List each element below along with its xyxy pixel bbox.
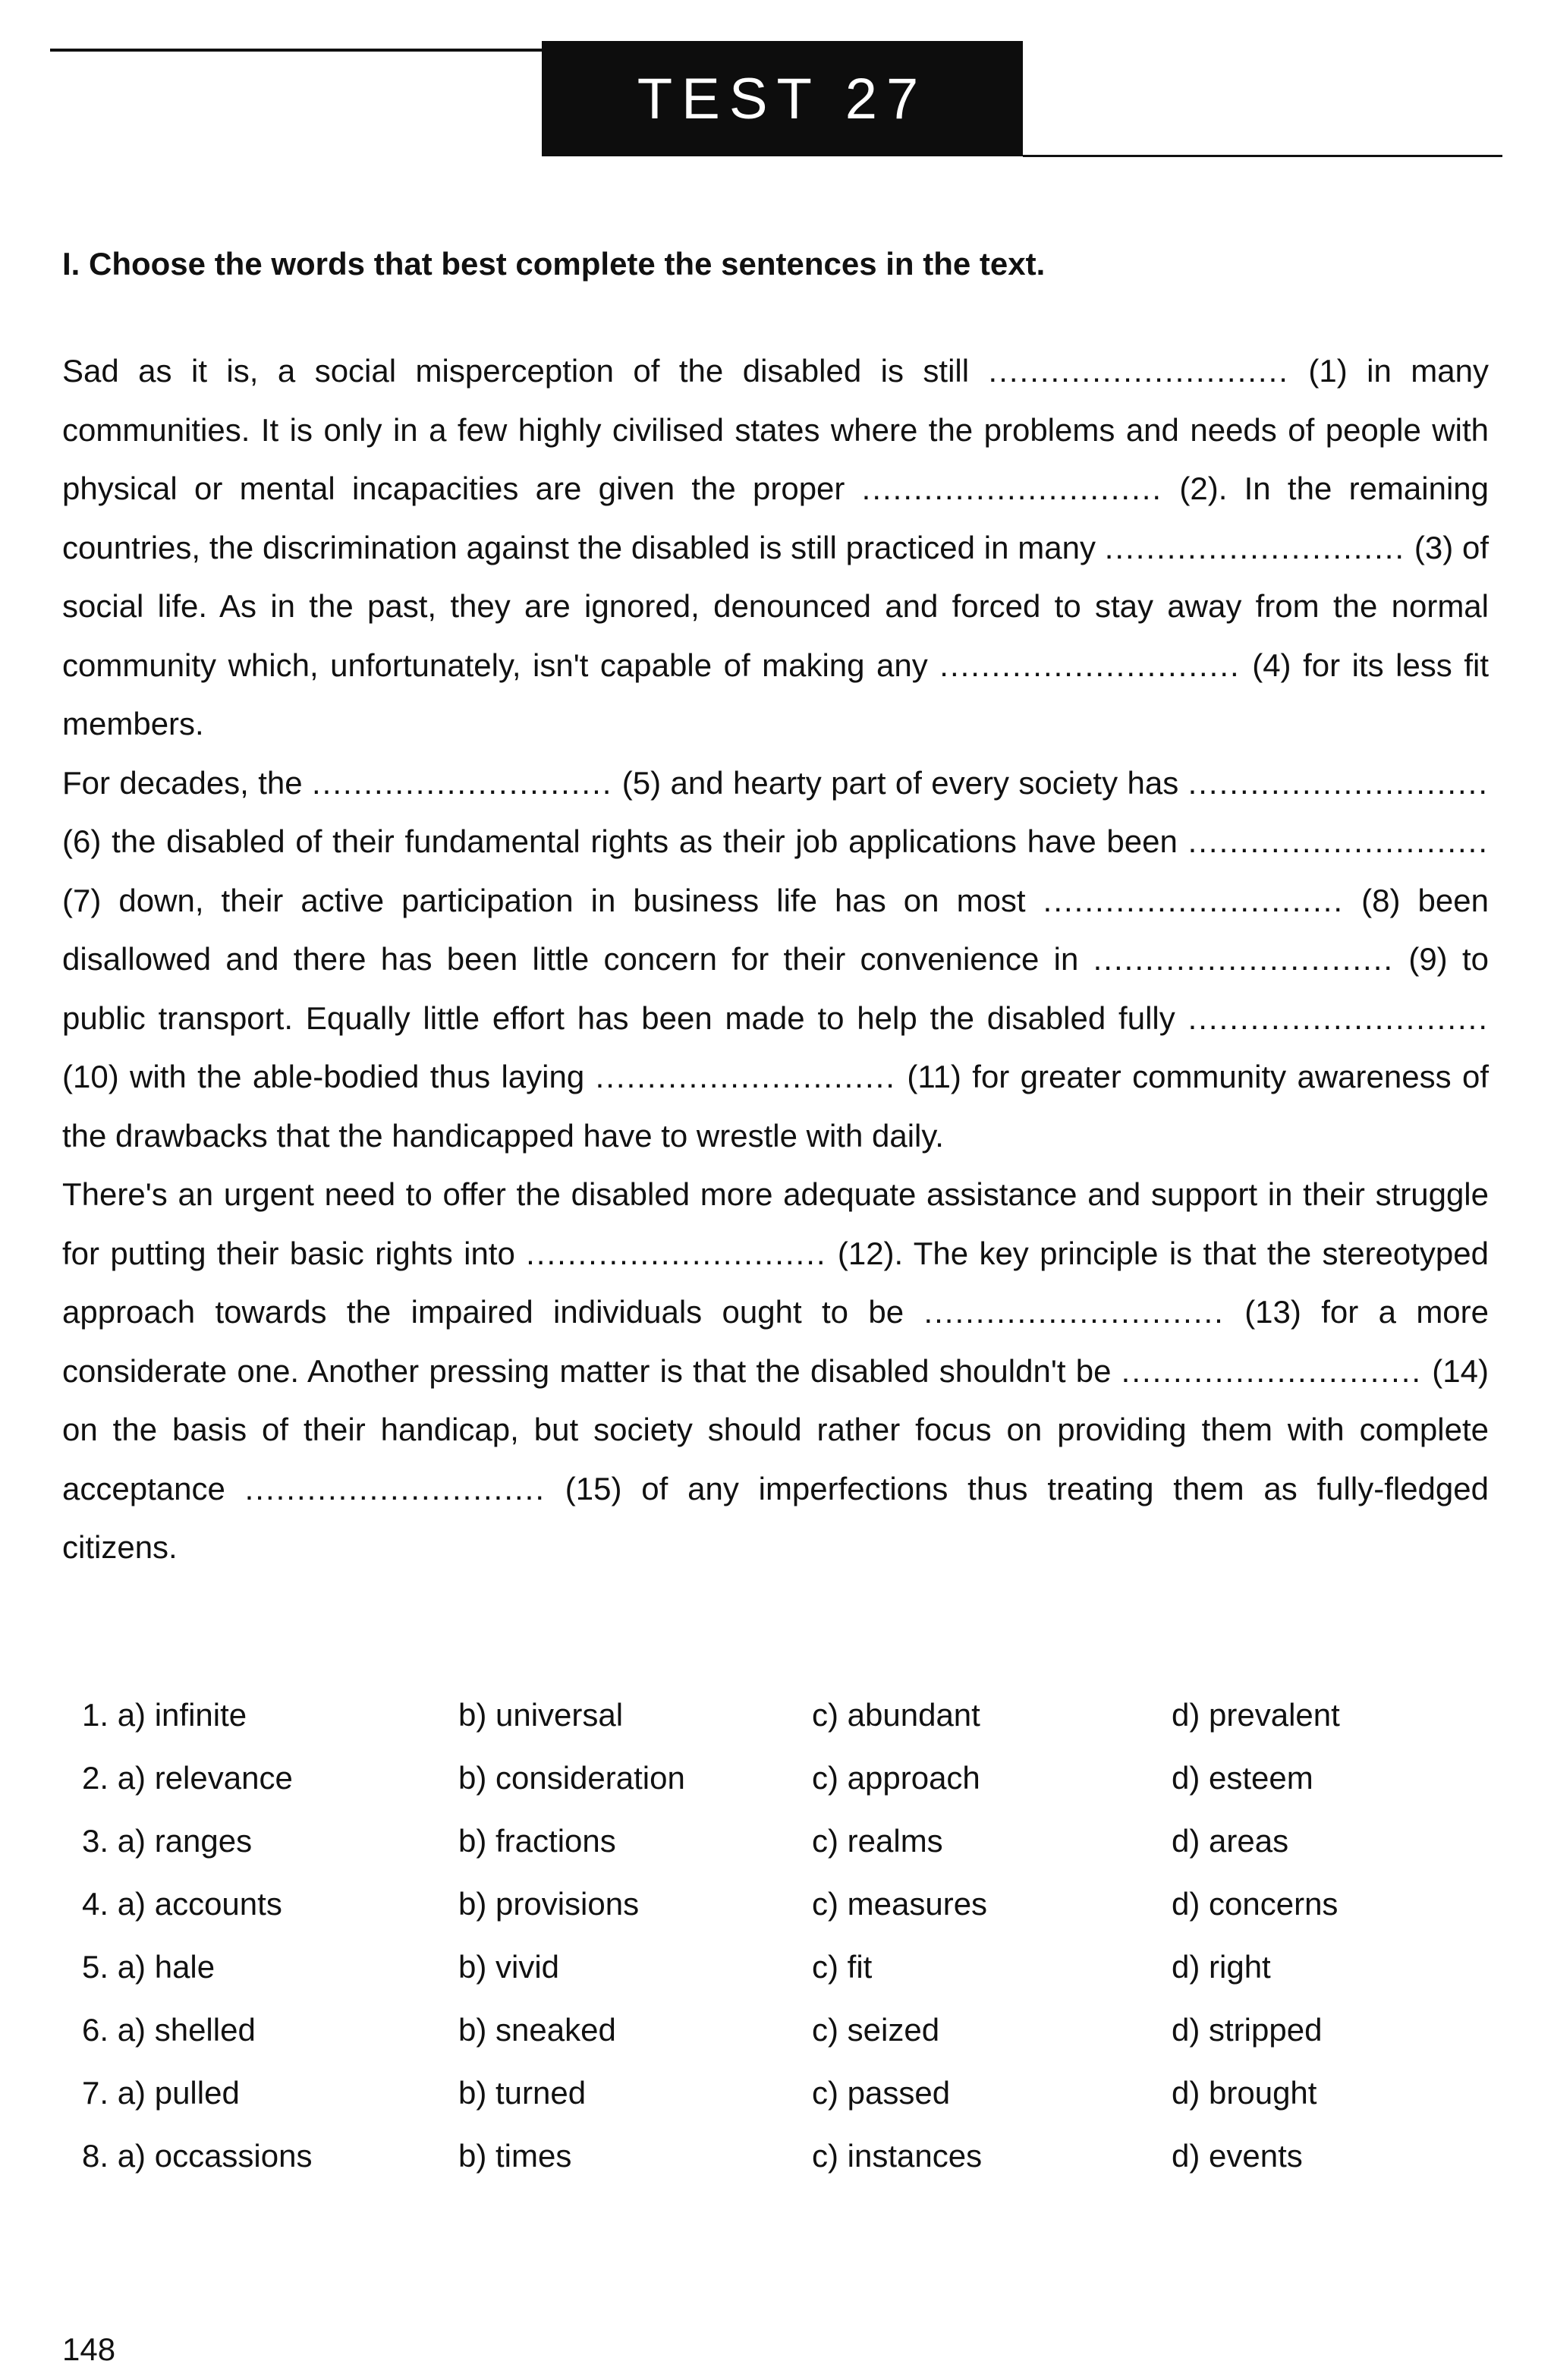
gap-blank: ............................. xyxy=(1043,882,1345,918)
passage-text: been disallowed and there has been little concern for their convenience in xyxy=(62,882,1489,977)
gap-number: (10) xyxy=(62,1059,119,1094)
passage xyxy=(62,342,1489,1577)
passage-text: for its less fit members. xyxy=(62,647,1489,741)
option-row xyxy=(82,1935,1448,1998)
option-choice: 3. a) ranges xyxy=(82,1822,253,1859)
gap-number: (7) xyxy=(62,882,102,918)
option-choice: c) seized xyxy=(812,2011,940,2048)
gap-blank: ............................. xyxy=(939,647,1241,683)
passage-text: the disabled of their fundamental rights as their job applications have been xyxy=(101,823,1188,859)
gap-blank: ............................. xyxy=(1188,764,1489,801)
gap-blank: ............................. xyxy=(1121,1352,1423,1389)
gap-number: (6) xyxy=(62,823,102,859)
option-choice: b) times xyxy=(458,2137,572,2174)
passage-text: . The key principle is that the stereotyped approach towards the impaired individuals ought to be xyxy=(62,1235,1489,1330)
gap-number: (8) xyxy=(1344,882,1401,918)
gap-blank: ............................. xyxy=(526,1235,827,1271)
option-choice: 7. a) pulled xyxy=(82,2074,240,2111)
passage-text: There's an urgent need to offer the disabled more adequate assistance and support in their struggle for putting their basic rights into xyxy=(62,1176,1489,1271)
option-row xyxy=(82,1998,1448,2061)
option-choice: b) turned xyxy=(458,2074,587,2111)
gap-blank: ............................. xyxy=(1188,1000,1489,1036)
option-choice: c) measures xyxy=(812,1885,988,1922)
passage-text: for greater community awareness of the drawbacks that the handicapped have to wrestle with daily. xyxy=(62,1059,1489,1154)
option-choice: 4. a) accounts xyxy=(82,1885,282,1922)
option-choice: d) right xyxy=(1172,1948,1271,1985)
passage-text: in many communities. It is only in a few highly civilised states where the problems and needs of people with physical or mental incapacities are given the proper xyxy=(62,353,1490,506)
gap-blank: ............................. xyxy=(1093,941,1395,977)
test-title: TEST 27 xyxy=(542,41,1023,156)
gap-blank: ............................. xyxy=(595,1059,896,1094)
gap-number: (14) xyxy=(1422,1352,1489,1389)
passage-text: Sad as it is, a social misperception of the disabled is still xyxy=(62,353,989,389)
answer-options xyxy=(82,1683,1448,2187)
option-choice: b) consideration xyxy=(458,1759,685,1796)
gap-number: (11) xyxy=(895,1059,961,1094)
option-choice: 1. a) infinite xyxy=(82,1696,247,1733)
gap-blank: ............................. xyxy=(1104,529,1406,565)
page-number: 148 xyxy=(62,2331,116,2367)
gap-blank: ............................. xyxy=(1188,823,1489,859)
option-choice: 5. a) hale xyxy=(82,1948,215,1985)
option-row xyxy=(82,1683,1448,1746)
option-choice: 2. a) relevance xyxy=(82,1759,293,1796)
option-choice: b) fractions xyxy=(458,1822,616,1859)
gap-number: (9) xyxy=(1394,941,1448,977)
option-row xyxy=(82,1746,1448,1809)
option-choice: d) areas xyxy=(1172,1822,1289,1859)
paragraph xyxy=(62,1165,1489,1577)
gap-number: (12) xyxy=(826,1235,895,1271)
gap-number: (2) xyxy=(1162,471,1219,506)
gap-blank: ............................. xyxy=(244,1470,546,1506)
option-choice: d) esteem xyxy=(1172,1759,1313,1796)
option-choice: b) universal xyxy=(458,1696,624,1733)
header-rule-left xyxy=(50,49,542,52)
option-choice: 6. a) shelled xyxy=(82,2011,256,2048)
gap-number: (3) xyxy=(1405,529,1454,565)
option-row xyxy=(82,2061,1448,2124)
option-choice: d) prevalent xyxy=(1172,1696,1340,1733)
option-choice: c) fit xyxy=(812,1948,873,1985)
passage-text: on the basis of their handicap, but society should rather focus on providing them with complete acceptance xyxy=(62,1412,1489,1506)
passage-text: For decades, the xyxy=(62,764,313,801)
passage-text: of social life. As in the past, they are ignored, denounced and forced to stay away from the normal community which, unfortunately, isn't capable of making any xyxy=(62,529,1489,683)
option-choice: d) concerns xyxy=(1172,1885,1339,1922)
option-choice: c) abundant xyxy=(812,1696,980,1733)
header-rule-right xyxy=(1023,155,1502,157)
gap-blank: ............................. xyxy=(923,1294,1225,1330)
option-choice: c) instances xyxy=(812,2137,983,2174)
gap-number: (1) xyxy=(1288,353,1348,389)
option-row xyxy=(82,1872,1448,1935)
option-row xyxy=(82,1809,1448,1872)
passage-text: . In the remaining countries, the discrimination against the disabled is still practiced in many xyxy=(62,471,1490,565)
passage-text: for a more considerate one. Another pressing matter is that the disabled shouldn't be xyxy=(62,1294,1490,1389)
option-choice: d) stripped xyxy=(1172,2011,1323,2048)
instruction: I. Choose the words that best complete the sentences in the text. xyxy=(62,246,1046,282)
passage-text: and hearty part of every society has xyxy=(661,764,1188,801)
paragraph xyxy=(62,342,1489,754)
option-choice: b) provisions xyxy=(458,1885,640,1922)
gap-blank: ............................. xyxy=(312,764,613,801)
passage-text: down, their active participation in business life has on most xyxy=(101,882,1043,918)
option-choice: b) sneaked xyxy=(458,2011,616,2048)
option-choice: 8. a) occassions xyxy=(82,2137,313,2174)
option-choice: c) approach xyxy=(812,1759,980,1796)
gap-blank: ............................. xyxy=(988,353,1289,389)
option-row xyxy=(82,2124,1448,2187)
option-choice: d) events xyxy=(1172,2137,1303,2174)
option-choice: d) brought xyxy=(1172,2074,1317,2111)
gap-number: (5) xyxy=(612,764,662,801)
gap-number: (15) xyxy=(546,1470,622,1506)
passage-text: with the able-bodied thus laying xyxy=(118,1059,596,1094)
option-choice: b) vivid xyxy=(458,1948,560,1985)
gap-blank: ............................. xyxy=(861,471,1163,506)
gap-number: (4) xyxy=(1240,647,1291,683)
passage-text: of any imperfections thus treating them as fully-fledged citizens. xyxy=(62,1470,1489,1565)
option-choice: c) realms xyxy=(812,1822,943,1859)
passage-text: to public transport. Equally little effort has been made to help the disabled fully xyxy=(62,941,1489,1036)
paragraph xyxy=(62,754,1489,1166)
gap-number: (13) xyxy=(1224,1294,1301,1330)
option-choice: c) passed xyxy=(812,2074,951,2111)
